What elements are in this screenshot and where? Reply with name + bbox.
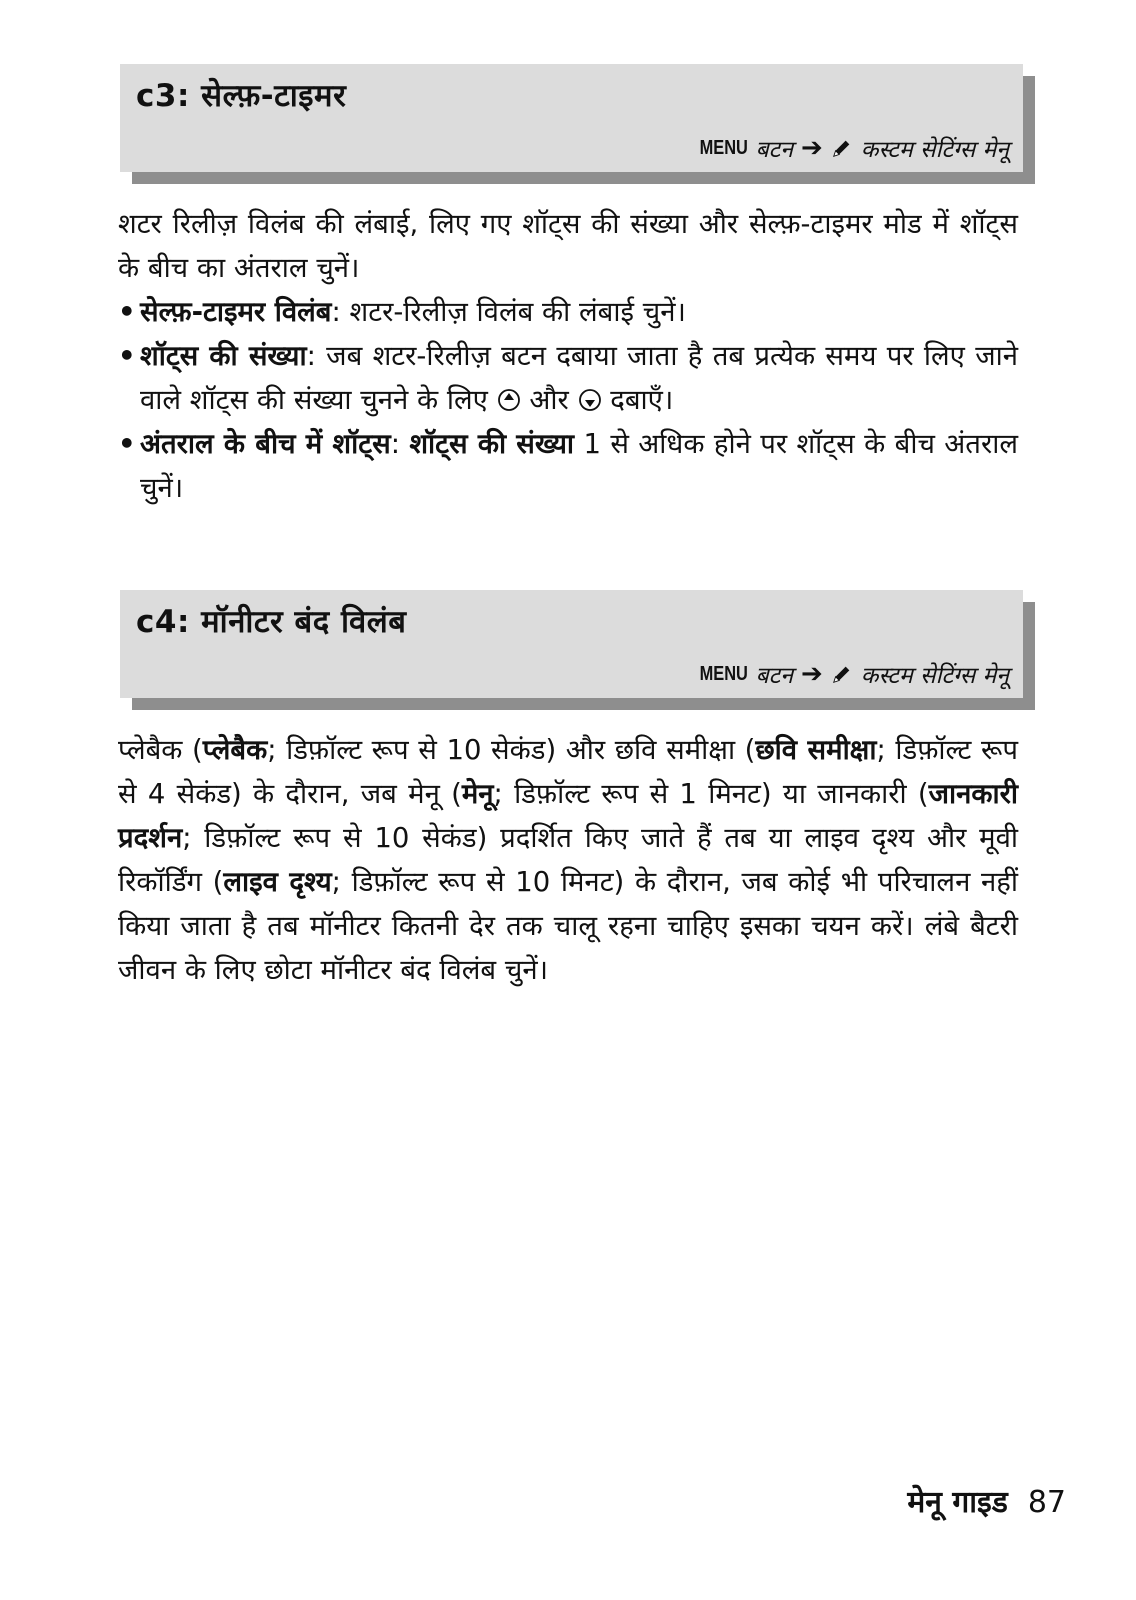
option-text-end: दबाएँ। bbox=[610, 384, 674, 416]
option-term-ref: शॉट्स की संख्या bbox=[409, 428, 575, 460]
section-title: c4: मॉनीटर बंद विलंब bbox=[136, 604, 407, 640]
setting-name: प्लेबैक bbox=[202, 734, 268, 766]
text-run: ; डिफ़ॉल्ट रूप से 10 सेकंड) और छवि समीक्षा ( bbox=[267, 734, 756, 766]
page-footer bbox=[907, 1480, 1066, 1521]
description-paragraph bbox=[118, 728, 1018, 992]
section-body-c4 bbox=[118, 728, 1018, 992]
menu-label: MENU bbox=[699, 662, 748, 685]
option-text: : शटर-रिलीज़ विलंब की लंबाई चुनें। bbox=[331, 296, 686, 328]
text-run: ; डिफ़ॉल्ट रूप से 4 सेकंड) के दौरान, जब मेनू ( bbox=[118, 734, 1018, 810]
option-term: शॉट्स की संख्या bbox=[140, 340, 307, 372]
arrow-icon: ➔ bbox=[800, 659, 823, 689]
conjunction: और bbox=[529, 384, 569, 416]
setting-name: जानकारी प्रदर्शन bbox=[118, 778, 1018, 854]
menu-name: कस्टम सेटिंग्स मेनू bbox=[860, 137, 1009, 163]
menu-label: MENU bbox=[699, 136, 748, 159]
footer-label: मेनू गाइड bbox=[907, 1485, 1008, 1520]
option-text: : जब शटर-रिलीज़ बटन दबाया जाता है तब प्रत्येक समय पर लिए जाने वाले शॉट्स की संख्या चुनने के लिए bbox=[140, 340, 1018, 416]
option-list bbox=[118, 290, 1018, 510]
menu-name: कस्टम सेटिंग्स मेनू bbox=[860, 663, 1009, 689]
list-item bbox=[118, 334, 1018, 422]
menu-path bbox=[689, 132, 1009, 164]
section-body-c3 bbox=[118, 202, 1018, 510]
intro-paragraph: शटर रिलीज़ विलंब की लंबाई, लिए गए शॉट्स की संख्या और सेल्फ़-टाइमर मोड में शॉट्स के बीच का अंतराल चुनें। bbox=[118, 208, 1018, 284]
separator: : bbox=[390, 428, 400, 460]
setting-name: छवि समीक्षा bbox=[755, 734, 877, 766]
pencil-icon bbox=[831, 663, 853, 685]
list-item bbox=[118, 290, 1018, 334]
setting-name: मेनू bbox=[461, 778, 494, 810]
option-term: अंतराल के बीच में शॉट्स bbox=[140, 428, 391, 460]
menu-path bbox=[689, 658, 1009, 690]
multi-selector-down-icon bbox=[578, 388, 602, 412]
multi-selector-up-icon bbox=[497, 388, 521, 412]
list-item bbox=[118, 422, 1018, 510]
button-word: बटन bbox=[755, 137, 793, 163]
section-title: c3: सेल्फ़-टाइमर bbox=[136, 78, 347, 114]
option-text: 1 से अधिक होने पर शॉट्स के बीच अंतराल चुनें। bbox=[140, 428, 1018, 504]
setting-name: लाइव दृश्य bbox=[223, 866, 332, 898]
text-run: ; डिफ़ॉल्ट रूप से 10 सेकंड) प्रदर्शित किए जाते हैं तब या लाइव दृश्य और मूवी रिकॉर्डिंग ( bbox=[118, 822, 1018, 898]
page-number: 87 bbox=[1027, 1485, 1066, 1520]
text-run: प्लेबैक ( bbox=[118, 734, 203, 766]
option-term: सेल्फ़-टाइमर विलंब bbox=[140, 296, 332, 328]
arrow-icon: ➔ bbox=[800, 133, 823, 163]
section-header-c4 bbox=[120, 590, 1023, 698]
text-run: ; डिफ़ॉल्ट रूप से 1 मिनट) या जानकारी ( bbox=[493, 778, 929, 810]
pencil-icon bbox=[831, 137, 853, 159]
section-header-c3 bbox=[120, 64, 1023, 172]
text-run: ; डिफ़ॉल्ट रूप से 10 मिनट) के दौरान, जब कोई भी परिचालन नहीं किया जाता है तब मॉनीटर कितनी देर तक चालू रहना चाहिए इसका चयन करें। लंबे बैटरी जीवन के लिए छोटा मॉनीटर बंद विलंब चुनें। bbox=[118, 866, 1018, 986]
button-word: बटन bbox=[755, 663, 793, 689]
